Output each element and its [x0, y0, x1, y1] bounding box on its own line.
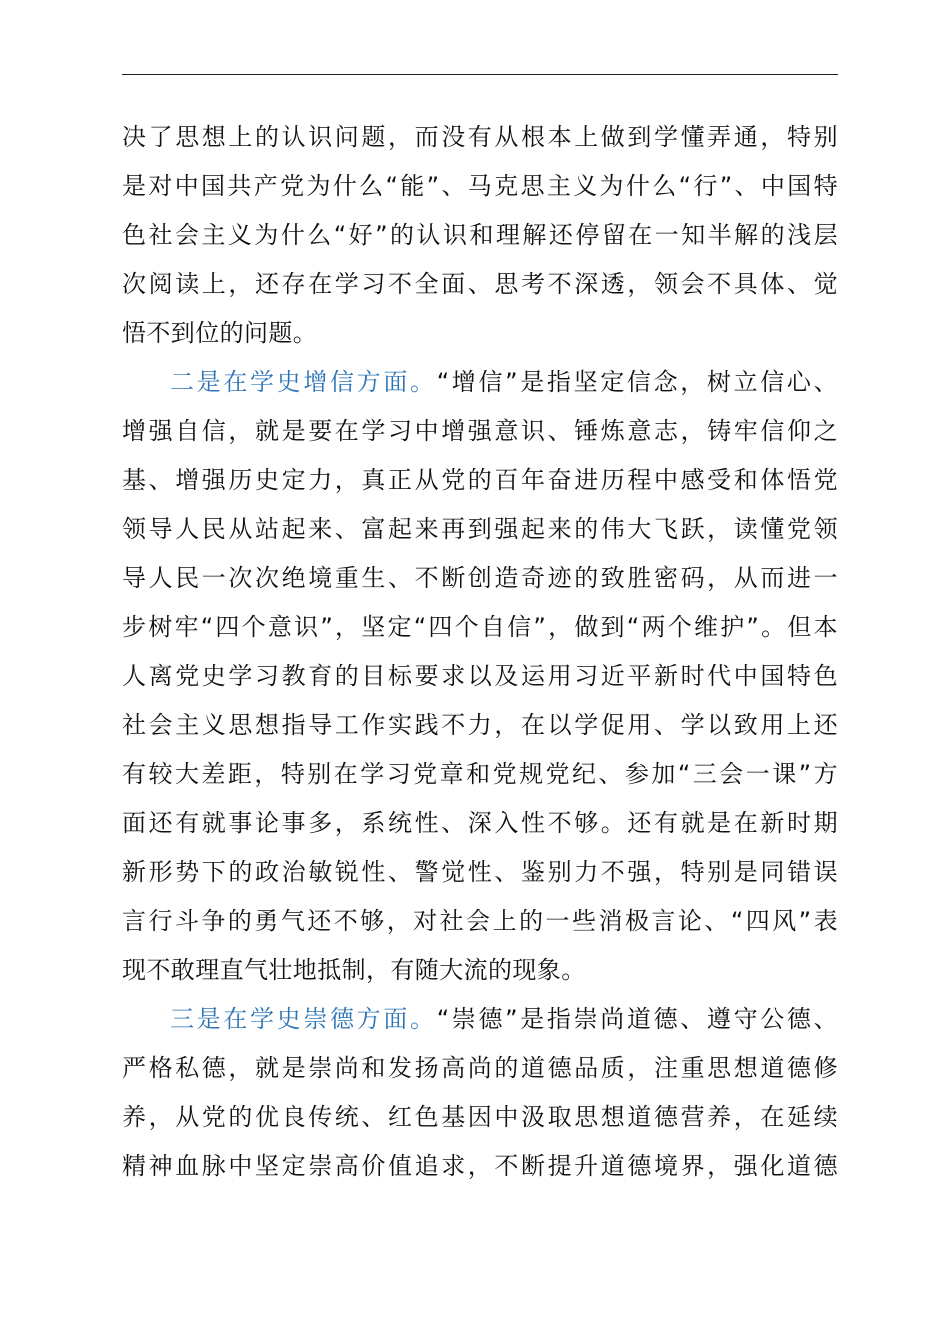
text-line: 严格私德，就是崇尚和发扬高尚的道德品质，注重思想道德修: [122, 1054, 838, 1082]
text-line: 导人民一次次绝境重生、不断创造奇迹的致胜密码，从而进一: [122, 564, 838, 592]
text-line: 增强自信，就是要在学习中增强意识、锤炼意志，铸牢信仰之: [122, 417, 838, 445]
text-line: 悟不到位的问题。: [122, 319, 318, 347]
text-line: 社会主义思想指导工作实践不力，在以学促用、学以致用上还: [122, 711, 838, 739]
text-line: 新形势下的政治敏锐性、警觉性、鉴别力不强，特别是同错误: [122, 858, 838, 886]
header-rule: [122, 74, 838, 75]
paragraph-first-line: [122, 358, 838, 407]
section-heading: 三是在学史崇德方面。: [170, 1005, 437, 1033]
text-line: 有较大差距，特别在学习党章和党规党纪、参加“三会一课”方: [122, 760, 838, 788]
text-line: 决了思想上的认识问题，而没有从根本上做到学懂弄通，特别: [122, 123, 838, 151]
text-line: 养，从党的优良传统、红色基因中汲取思想道德营养，在延续: [122, 1103, 838, 1131]
section-heading: 二是在学史增信方面。: [170, 368, 437, 396]
text-line: 步树牢“四个意识”，坚定“四个自信”，做到“两个维护”。但本: [122, 613, 838, 641]
text-line: 领导人民从站起来、富起来再到强起来的伟大飞跃，读懂党领: [122, 515, 838, 543]
paragraph-3: [122, 995, 838, 1191]
text-line: 基、增强历史定力，真正从党的百年奋进历程中感受和体悟党: [122, 466, 838, 494]
text-run: “崇德”是指崇尚道德、遵守公德、: [436, 1005, 838, 1033]
text-line: 人离党史学习教育的目标要求以及运用习近平新时代中国特色: [122, 662, 838, 690]
paragraph-1: [122, 113, 838, 358]
text-line: 言行斗争的勇气还不够，对社会上的一些消极言论、“四风”表: [122, 907, 838, 935]
paragraph-2: [122, 358, 838, 995]
text-line: 面还有就事论事多，系统性、深入性不够。还有就是在新时期: [122, 809, 838, 837]
text-line: 是对中国共产党为什么“能”、马克思主义为什么“行”、中国特: [122, 172, 838, 200]
text-line: 精神血脉中坚定崇高价值追求，不断提升道德境界，强化道德: [122, 1152, 838, 1180]
text-line: 现不敢理直气壮地抵制，有随大流的现象。: [122, 956, 586, 984]
paragraph-first-line: [122, 995, 838, 1044]
document-body: [122, 113, 838, 1191]
text-line: 次阅读上，还存在学习不全面、思考不深透，领会不具体、觉: [122, 270, 838, 298]
text-line: 色社会主义为什么“好”的认识和理解还停留在一知半解的浅层: [122, 221, 838, 249]
text-run: “增信”是指坚定信念，树立信心、: [436, 368, 838, 396]
